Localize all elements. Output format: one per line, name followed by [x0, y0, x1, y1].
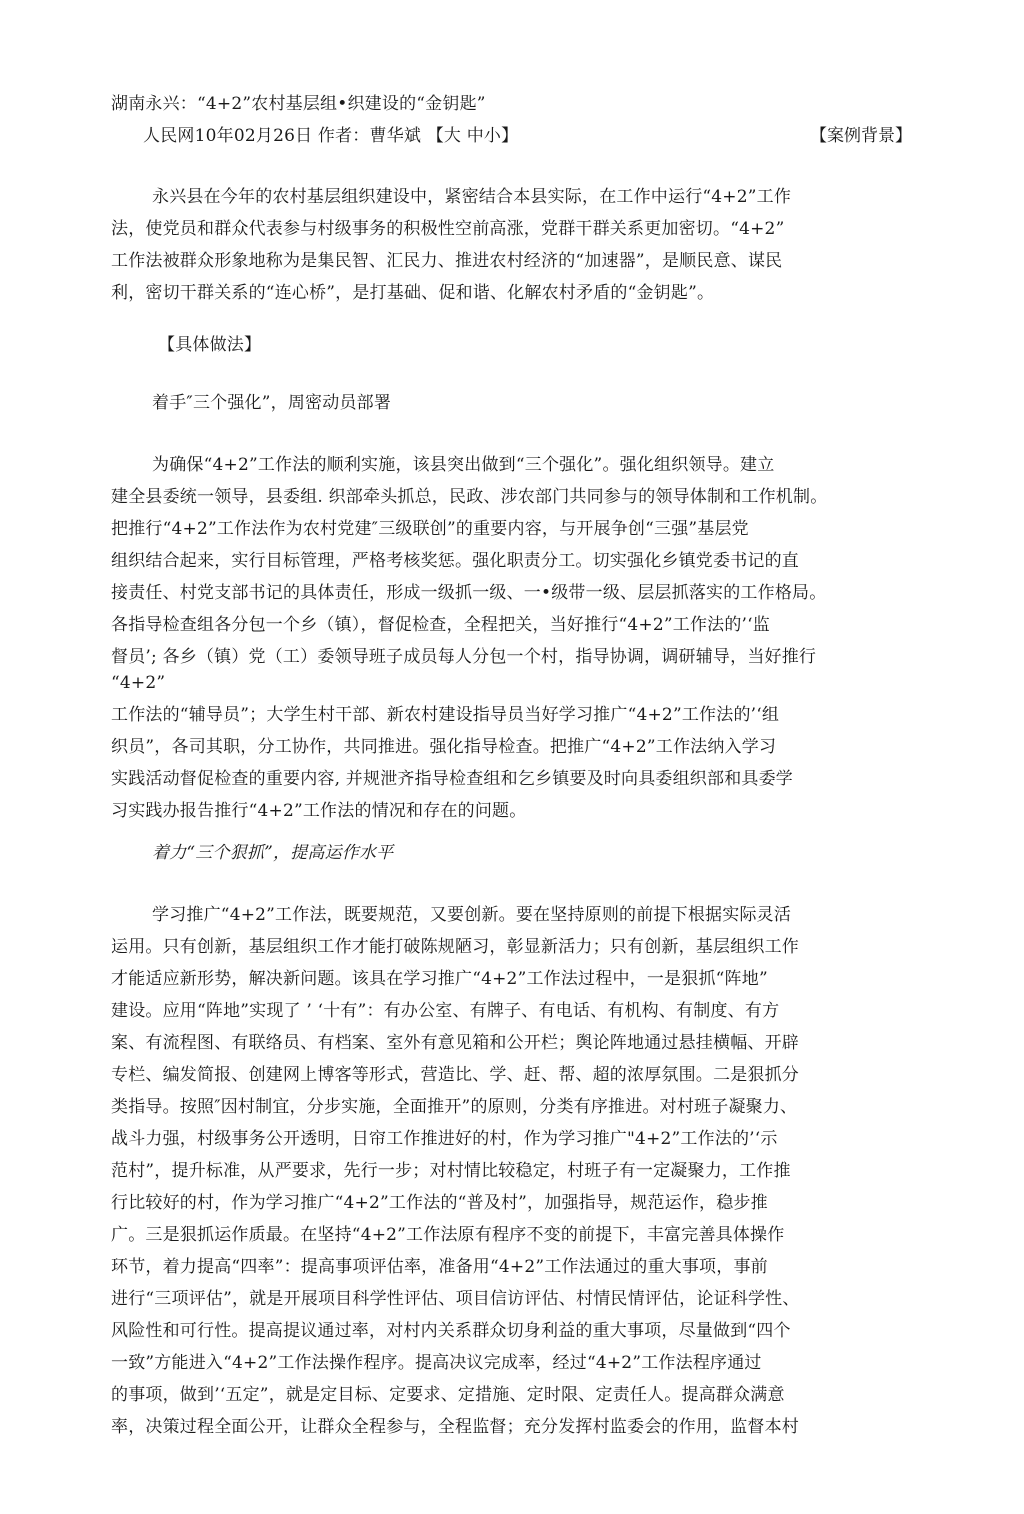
paragraph-line: 织员”，各司其职，分工协作，共同推进。强化指导检查。把推广“4+2”工作法纳入学习 [111, 737, 777, 757]
article-title: 湖南永兴：“4+2”农村基层组•织建设的“金钥匙” [111, 94, 486, 114]
paragraph-line: 建设。应用“阵地”实现了 ’ ‘十有”：有办公室、有牌子、有电话、有机构、有制度、有方 [111, 1001, 780, 1021]
paragraph-line: 为确保“4+2”工作法的顺利实施，该县突出做到“三个强化”。强化组织领导。建立 [152, 455, 775, 475]
paragraph-line: 学习推广“4+2”工作法，既要规范，又要创新。要在坚持原则的前提下根据实际灵活 [152, 905, 792, 925]
paragraph-line: 战斗力强，村级事务公开透明，日帘工作推进好的村，作为学习推广"4+2”工作法的’‘示 [111, 1129, 778, 1149]
paragraph-line: 进行“三项评估”，就是开展项目科学性评估、项目信访评估、村情民情评估，论证科学性、 [111, 1289, 800, 1309]
paragraph-line: 实践活动督促检查的重要内容, 并规泄齐指导检查组和乞乡镇要及时向具委组织部和具委学 [111, 769, 794, 789]
paragraph-line: 才能适应新形势，解决新问题。该具在学习推广“4+2”工作法过程中，一是狠抓“阵地” [111, 969, 768, 989]
paragraph-line: 习实践办报告推行“4+2”工作法的情况和存在的问题。 [111, 801, 527, 821]
paragraph-line: 案、有流程图、有联络员、有档案、室外有意见箱和公开栏；舆论阵地通过悬挂横幅、开辟 [111, 1033, 799, 1053]
article-meta: 人民网10年02月26日 作者：曹华斌 【大 中小】 [143, 126, 519, 146]
paragraph-line: 运用。只有创新，基层组织工作才能打破陈规陋习，彰显新活力；只有创新，基层组织工作 [111, 937, 799, 957]
paragraph-line: 范村”，提升标准，从严要求，先行一步；对村情比较稳定，村班子有一定凝聚力，工作推 [111, 1161, 791, 1181]
subheading: 着力“三个狠抓”，提高运作水平 [152, 843, 394, 863]
paragraph-line: 督员’; 各乡（镇）党（工）委领导班子成员每人分包一个村，指导协调，调研辅导，当好推行 [111, 647, 817, 667]
paragraph-line: 各指导检查组各分包一个乡（镇），督促检查，全程把关，当好推行“4+2”工作法的’‘监 [111, 615, 770, 635]
section-label-methods: 【具体做法】 [158, 335, 262, 355]
paragraph-line: 建全县委统一领导，县委组. 织部牵头抓总，民政、涉农部门共同参与的领导体制和工作机制。 [111, 487, 828, 507]
paragraph-line: 专栏、编发简报、创建网上博客等形式，营造比、学、赶、帮、超的浓厚氛围。二是狠抓分 [111, 1065, 799, 1085]
paragraph-line: 永兴县在今年的农村基层组织建设中，紧密结合本县实际，在工作中运行“4+2”工作 [152, 187, 792, 207]
paragraph-line: “4+2” [111, 673, 166, 693]
paragraph-line: 把推行“4+2”工作法作为农村党建″三级联创”的重要内容，与开展争创“三强”基层党 [111, 519, 749, 539]
paragraph-line: 率，决策过程全面公开，让群众全程参与，全程监督；充分发挥村监委会的作用，监督本村 [111, 1417, 799, 1437]
paragraph-line: 工作法的“辅导员”；大学生村干部、新农村建设指导员当好学习推广“4+2”工作法的’‘组 [111, 705, 780, 725]
paragraph-line: 一致”方能进入“4+2”工作法操作程序。提高决议完成率，经过“4+2”工作法程序通过 [111, 1353, 762, 1373]
paragraph-line: 组织结合起来，实行目标管理，严格考核奖惩。强化职责分工。切实强化乡镇党委书记的直 [111, 551, 799, 571]
section-label-background: 【案例背景】 [810, 126, 912, 146]
paragraph-line: 行比较好的村，作为学习推广“4+2”工作法的“普及村”，加强指导，规范运作，稳步推 [111, 1193, 768, 1213]
paragraph-line: 工作法被群众形象地称为是集民智、汇民力、推进农村经济的“加速器”，是顺民意、谋民 [111, 251, 783, 271]
paragraph-line: 类指导。按照″因村制宜，分步实施，全面推开”的原则，分类有序推进。对村班子凝聚力、 [111, 1097, 798, 1117]
paragraph-line: 接责任、村党支部书记的具体责任，形成一级抓一级、一•级带一级、层层抓落实的工作格局。 [111, 583, 827, 603]
subheading: 着手″三个强化”，周密动员部署 [152, 393, 392, 413]
paragraph-line: 法，使党员和群众代表参与村级事务的积极性空前高涨，党群干群关系更加密切。“4+2” [111, 219, 785, 239]
paragraph-line: 环节，着力提高“四率”：提高事项评估率，准备用“4+2”工作法通过的重大事项，事前 [111, 1257, 768, 1277]
paragraph-line: 利，密切干群关系的“连心桥”，是打基础、促和谐、化解农村矛盾的“金钥匙”。 [111, 283, 715, 303]
paragraph-line: 广。三是狠抓运作质最。在坚持“4+2”工作法原有程序不变的前提下，丰富完善具体操作 [111, 1225, 785, 1245]
paragraph-line: 风险性和可行性。提高提议通过率，对村内关系群众切身利益的重大事项，尽量做到“四个 [111, 1321, 791, 1341]
paragraph-line: 的事项，做到’‘五定”，就是定目标、定要求、定措施、定时限、定责任人。提高群众满意 [111, 1385, 785, 1405]
